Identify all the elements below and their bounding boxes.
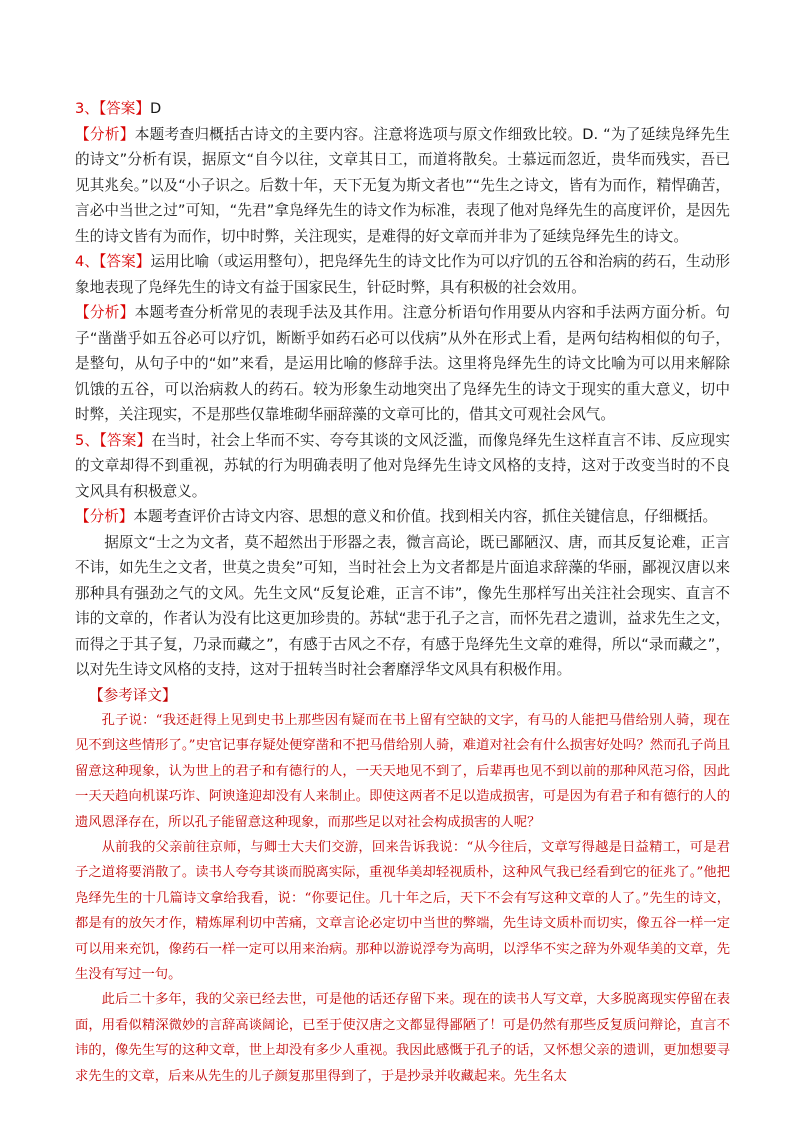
analysis-text: 本题考查归概括古诗文的主要内容。注意将选项与原文作细致比较。D. “为了延续凫绎先生的诗文”分析有误，据原文“自今以往，文章其日工，而道将散矣。士慕远而忽近，贵华而残实，吾已见其兆矣。”以及“小子识之。后数十年，天下无复为斯文者也”“先生之诗文，皆有为而作，精悍确苦，言必中当世之过”可知，“先君”拿凫绎先生的诗文作为标准，表现了他对凫绎先生的高度评价，是因先生的诗文皆有为而作，切中时弊，关注现实，是难得的好文章而并非为了延续凫绎先生的诗文。 (75, 125, 730, 245)
question-number: 3、 (75, 100, 99, 117)
translation-paragraph-3: 此后二十多年，我的父亲已经去世，可是他的话还存留下来。现在的读书人写文章，大多脱离现实停留在表面，用看似精深微妙的言辞高谈阔论，已至于使汉唐之文都显得鄙陋了！可是仍然有那些反复质问辩论，直言不讳的，像先生写的这种文章，世上却没有多少人重视。我因此感慨于孔子的话，又怀想父亲的遗训，更加想要寻求先生的文章，后来从先生的儿子颜复那里得到了，于是抄录并收藏起来。先生名太 (75, 992, 730, 1084)
translation-paragraph-1: 孔子说：“我还赶得上见到史书上那些因有疑而在书上留有空缺的文字，有马的人能把马借给别人骑，现在见不到这些情形了。”史官记事存疑处便穿凿和不把马借给别人骑，难道对社会有什么损害好处吗？然而孔子尚且留意这种现象，认为世上的君子和有德行的人，一天天地见不到了，后辈再也见不到以前的那种风范习俗，因此一天天趋向机谋巧诈、阿谀逢迎却没有人来制止。即使这两者不足以造成损害，可是因为有君子和有德行的人的遗风恩泽存在，所以孔子能留意这种现象，而那些足以对社会构成损害的人呢？ (75, 713, 730, 830)
document-page (75, 96, 730, 1089)
reference-translation-heading: 【参考译文】 (89, 686, 177, 704)
answer-label: 【答案】 (99, 253, 151, 270)
answer-text: 运用比喻（或运用整句），把凫绎先生的诗文比作为可以疗饥的五谷和治病的药石，生动形象地表现了凫绎先生的诗文有益于国家民生，针砭时弊，具有积极的社会效用。 (75, 253, 730, 296)
answer-label: 【答案】 (99, 431, 152, 449)
analysis-paragraph: 据原文“士之为文者，莫不超然出于形器之表，微言高论，既已鄙陋汉、唐，而其反复论难，正言不讳，如先生之文者，世莫之贵矣”可知，当时社会上为文者都是片面追求辞藻的华丽，鄙视汉唐以来那种具有强劲之气的文风。先生文风“反复论难，正言不讳”，像先生那样写出关注社会现实、直言不讳的文章的，作者认为没有比这更加珍贵的。苏轼“悲于孔子之言，而怀先君之遗训，益求先生之文，而得之于其子复，乃录而藏之”，有感于古风之不存，有感于凫绎先生文章的难得，所以“录而藏之”，以对先生诗文风格的支持，这对于扭转当时社会奢靡浮华文风具有积极作用。 (75, 533, 730, 678)
analysis-label: 【分析】 (75, 125, 135, 143)
answer-text: 在当时，社会上华而不实、夸夸其谈的文风泛滥，而像凫绎先生这样直言不讳、反应现实的文章却得不到重视，苏轼的行为明确表明了他对凫绎先生诗文风格的支持，这对于改变当时的不良文风具有积极意义。 (75, 431, 730, 500)
answer-label: 【答案】 (98, 100, 150, 117)
question-number: 5、 (75, 431, 100, 449)
answer-4 (75, 249, 730, 300)
answer-text: D (149, 100, 162, 117)
answer-5 (75, 428, 730, 505)
analysis-3 (75, 122, 730, 250)
analysis-text: 本题考查分析常见的表现手法及其作用。注意分析语句作用要从内容和手法两方面分析。句子“凿凿乎如五谷必可以疗饥，断断乎如药石必可以伐病”从外在形式上看，是两句结构相似的句子，是整句，从句子中的“如”来看，是运用比喻的修辞手法。这里将凫绎先生的诗文比喻为可以用来解除饥饿的五谷，可以治病救人的药石。较为形象生动地突出了凫绎先生的诗文于现实的重大意义，切中时弊，关注现实，不是那些仅靠堆砌华丽辞藻的文章可比的，借其文可观社会风气。 (75, 304, 730, 423)
analysis-text: 本题考查评价古诗文内容、思想的意义和价值。找到相关内容，抓住关键信息，仔细概括。 (133, 508, 718, 525)
analysis-4 (75, 300, 730, 428)
translation-paragraph-2: 从前我的父亲前往京师，与卿士大夫们交游，回来告诉我说：“从今往后，文章写得越是日益精工，可是君子之道将要消散了。读书人夸夸其谈而脱离实际，重视华美却轻视质朴，这种风气我已经看到它的征兆了。”他把凫绎先生的十几篇诗文拿给我看，说：“你要记住。几十年之后，天下不会有写这种文章的人了。”先生的诗文，都是有的放矢才作，精炼犀利切中苦痛，文章言论必定切中当世的弊端，先生诗文质朴而切实，像五谷一样一定可以用来充饥，像药石一样一定可以用来治病。那种以游说浮夸为高明，以浮华不实之辞为外观华美的文章，先生没有写过一句。 (75, 840, 730, 983)
answer-3 (75, 96, 730, 122)
question-number: 4、 (75, 253, 100, 270)
analysis-label: 【分析】 (75, 508, 134, 525)
analysis-5 (75, 504, 730, 530)
analysis-label: 【分析】 (75, 304, 135, 321)
